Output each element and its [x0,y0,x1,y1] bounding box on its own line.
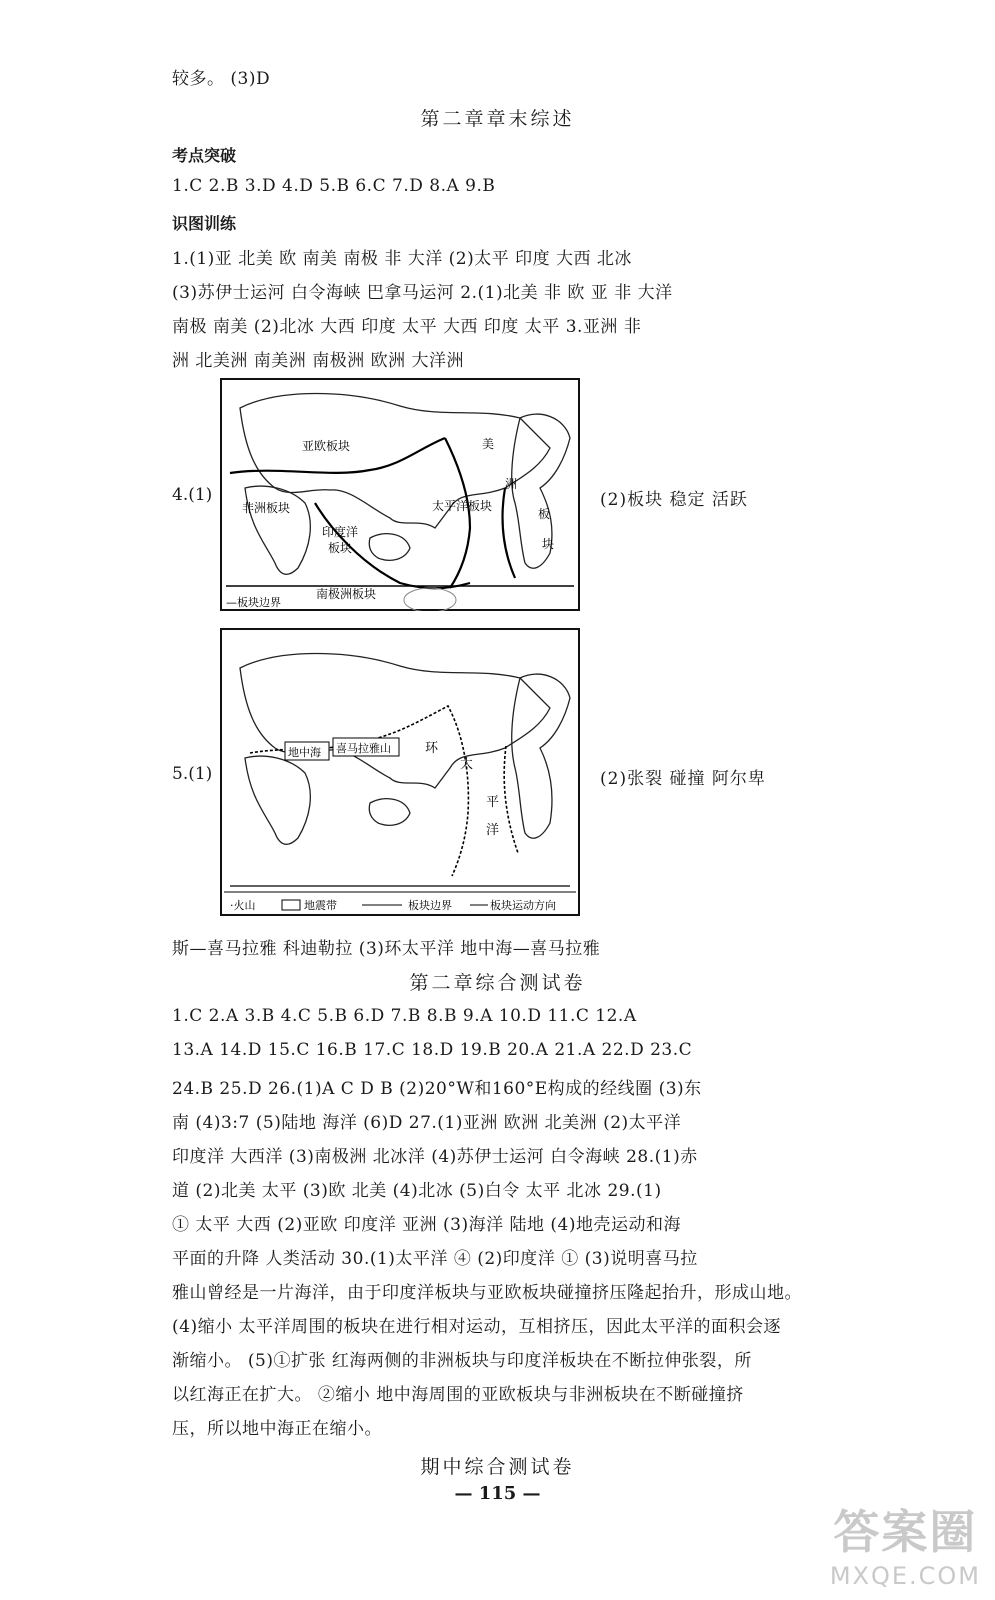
subheading-map-training: 识图训练 [172,214,237,233]
volcano-map-svg [220,628,580,916]
next-section-title: 期中综合测试卷 [420,1456,575,1478]
map-label-america-2: 洲 [505,477,518,491]
watermark-logo-text: 答案圈 [833,1505,978,1559]
section-title-chapter-test: 第二章综合测试卷 [409,972,586,994]
map-label-africa: 非洲板块 [242,501,291,515]
map-label-plate-1: 板 [538,507,551,521]
test-line-2: 13.A 14.D 15.C 16.B 17.C 18.D 19.B 20.A 21.A 22.D 23.C [172,1040,693,1060]
watermark [830,1496,981,1590]
answer-line-2: (3)苏伊士运河 白令海峡 巴拿马运河 2.(1)北美 非 欧 亚 非 大洋 [172,283,673,303]
q4-label: 4.(1) [172,485,213,505]
map-label-eurasia: 亚欧板块 [302,439,351,453]
test-line-5: 印度洋 大西洋 (3)南极洲 北冰洋 (4)苏伊士运河 白令海峡 28.(1)赤 [172,1147,698,1167]
test-line-11: 渐缩小。 (5)①扩张 红海两侧的非洲板块与印度洋板块在不断拉伸张裂，所 [172,1351,752,1371]
map-label-himalaya: 喜马拉雅山 [336,742,391,755]
legend-boundary: 板块边界 [408,899,452,912]
answers-key-points: 1.C 2.B 3.D 4.D 5.B 6.C 7.D 8.A 9.B [172,176,496,196]
volcano-map-frame [221,629,579,915]
test-line-10: (4)缩小 太平洋周围的板块在进行相对运动，互相挤压，因此太平洋的面积会逐 [172,1317,781,1337]
test-line-9: 雅山曾经是一片海洋，由于印度洋板块与亚欧板块碰撞挤压隆起抬升，形成山地。 [172,1283,802,1303]
test-line-13: 压，所以地中海正在缩小。 [172,1419,382,1439]
test-line-7: ① 太平 大西 (2)亚欧 印度洋 亚洲 (3)海洋 陆地 (4)地壳运动和海 [172,1215,681,1235]
page-number: — 115 — [454,1483,541,1504]
legend-volcano: ·火山 [230,899,256,912]
map-label-america-1: 美 [482,437,495,451]
subheading-key-points: 考点突破 [172,146,237,165]
legend-quake: 地震带 [304,899,337,912]
map-label-indian-1: 印度洋 [322,525,359,539]
test-line-8: 平面的升降 人类活动 30.(1)太平洋 ④ (2)印度洋 ① (3)说明喜马拉 [172,1249,698,1269]
test-line-4: 南 (4)3:7 (5)陆地 海洋 (6)D 27.(1)亚洲 欧洲 北美洲 (2)太平洋 [172,1113,682,1133]
map-label-ring-4: 洋 [486,823,500,838]
map-label-antarctic: 南极洲板块 [316,587,377,601]
map-label-indian-2: 板块 [328,541,353,555]
map-label-pacific: 太平洋板块 [432,499,493,513]
q4-answer: (2)板块 稳定 活跃 [600,490,748,510]
legend-direction: 板块运动方向 [490,899,556,912]
answer-line-1: 1.(1)亚 北美 欧 南美 南极 非 大洋 (2)太平 印度 大西 北冰 [172,249,632,269]
plate-map [220,378,580,611]
test-line-1: 1.C 2.A 3.B 4.C 5.B 6.D 7.B 8.B 9.A 10.D 11.C 12.A [172,1006,637,1026]
answer-line-4: 洲 北美洲 南美洲 南极洲 欧洲 大洋洲 [172,351,465,371]
map-label-ring-3: 平 [486,795,500,810]
plate-map-svg [220,378,580,611]
continuation-line: 较多。 (3)D [172,69,271,89]
map-label-mediterranean: 地中海 [288,746,321,759]
test-line-6: 道 (2)北美 太平 (3)欧 北美 (4)北冰 (5)白令 太平 北冰 29.(1) [172,1181,662,1201]
map-legend-boundary: —板块边界 [226,596,281,609]
plate-map-frame [221,379,579,610]
section-title-chapter-review: 第二章章末综述 [420,108,575,130]
map-label-ring-1: 环 [425,741,439,756]
watermark-site: MXQE.COM [829,1562,981,1590]
test-line-12: 以红海正在扩大。 ②缩小 地中海周围的亚欧板块与非洲板块在不断碰撞挤 [172,1385,744,1405]
map-label-ring-2: 太 [460,757,474,772]
volcano-map [220,628,580,916]
q5-label: 5.(1) [172,764,213,784]
map-label-plate-2: 块 [542,537,555,551]
q5-answer-continued: 斯—喜马拉雅 科迪勒拉 (3)环太平洋 地中海—喜马拉雅 [172,939,601,959]
q5-answer: (2)张裂 碰撞 阿尔卑 [600,769,766,789]
test-line-3: 24.B 25.D 26.(1)A C D B (2)20°W和160°E构成的经线圈 (3)东 [172,1079,702,1099]
answer-line-3: 南极 南美 (2)北冰 大西 印度 太平 大西 印度 太平 3.亚洲 非 [172,317,642,337]
